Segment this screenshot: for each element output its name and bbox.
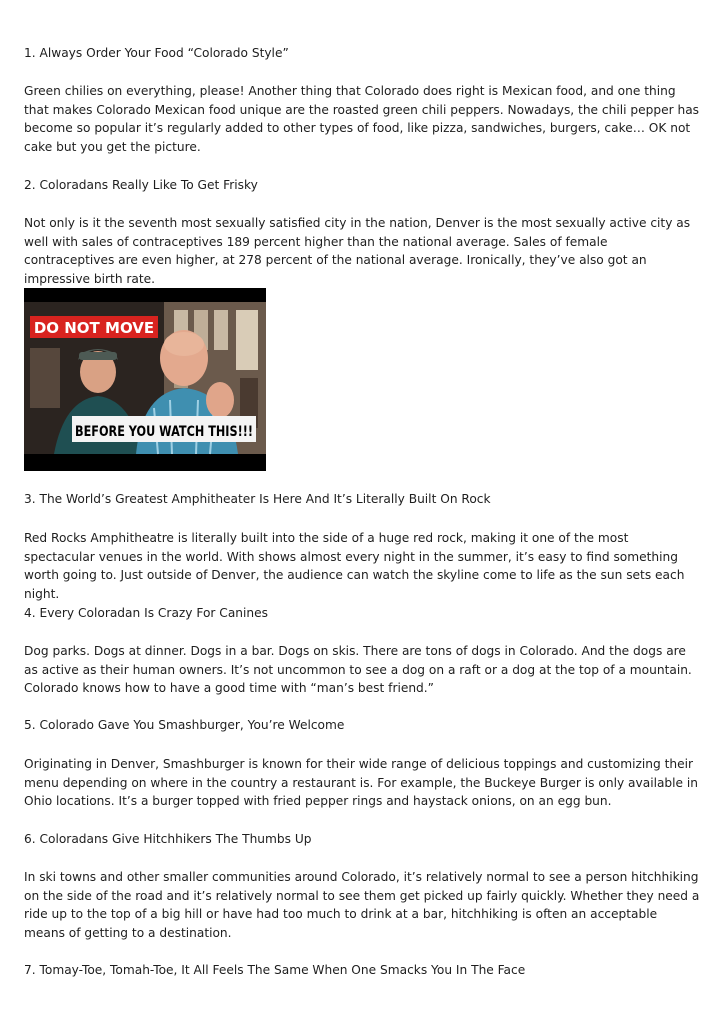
banner-top-text: DO NOT MOVE — [33, 319, 155, 337]
section-2-body: Not only is it the seventh most sexually satisfied city in the nation, Denver is the most sexually active city as well with sales of contraceptives 189 percent higher than the national average. Sales of female contraceptives are even higher, at 278 percent of the national average. Ironically, they’ve also got an impressive birth rate. — [24, 216, 691, 286]
banner-bottom-text: BEFORE YOU WATCH THIS!!! — [75, 424, 253, 440]
section-1-body: Green chilies on everything, please! Another thing that Colorado does right is Mexican food, and one thing that makes Colorado Mexican food unique are the roasted green chili peppers. Nowadays, the chili pepper has become so popular it’s regularly added to other types of food, like pizza, sandwiches, burgers, cake… OK not cake but you get the picture. — [24, 84, 700, 154]
section-1-heading: 1. Always Order Your Food “Colorado Style” — [24, 46, 289, 60]
section-3-body: Red Rocks Amphitheatre is literally built into the side of a huge red rock, making it one of the most spectacular venues in the world. With shows almost every night in the summer, it’s easy to find something worth going to. Just outside of Denver, the audience can watch the skyline come to life as the sun sets each night. — [24, 531, 685, 601]
section-2-heading: 2. Coloradans Really Like To Get Frisky — [24, 178, 258, 192]
section-5-heading: 5. Colorado Gave You Smashburger, You’re Welcome — [24, 718, 345, 732]
section-5-body: Originating in Denver, Smashburger is known for their wide range of delicious toppings and customizing their menu depending on where in the country a restaurant is. For example, the Buckeye Burger is only available in Ohio locations. It’s a burger topped with fried pepper rings and haystack onions, on an egg bun. — [24, 757, 699, 809]
section-7-heading: 7. Tomay-Toe, Tomah-Toe, It All Feels The Same When One Smacks You In The Face — [24, 963, 526, 977]
section-3-heading: 3. The World’s Greatest Amphitheater Is Here And It’s Literally Built On Rock — [24, 492, 491, 506]
section-4-body: Dog parks. Dogs at dinner. Dogs in a bar. Dogs on skis. There are tons of dogs in Colorado. And the dogs are as active as their human owners. It’s not uncommon to see a dog on a raft or a dog at the top of a mountain. Colorado knows how to have a good time with “man’s best friend.” — [24, 644, 692, 696]
section-6-body: In ski towns and other smaller communities around Colorado, it’s relatively normal to see a person hitchhiking on the side of the road and it’s relatively normal to see them get picked up fairly quickly. Whether they need a ride up to the top of a big hill or have had too much to drink at a bar, hitchhiking is often an acceptable means of getting to a destination. — [24, 870, 700, 940]
section-4-heading: 4. Every Coloradan Is Crazy For Canines — [24, 606, 268, 620]
section-6-heading: 6. Coloradans Give Hitchhikers The Thumbs Up — [24, 832, 312, 846]
video-thumbnail[interactable] — [24, 288, 266, 471]
video-thumbnail-image — [24, 288, 266, 471]
